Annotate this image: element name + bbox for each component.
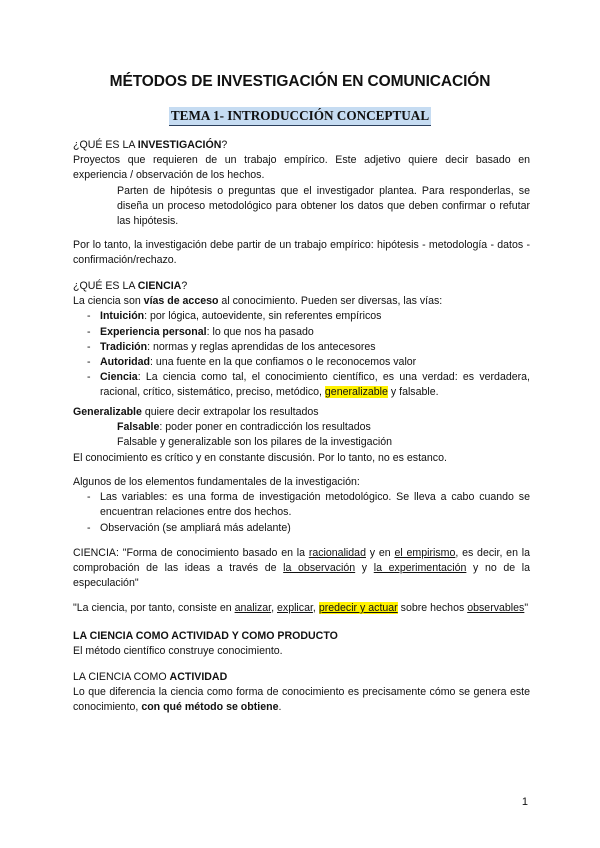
p4-ind1-post: : poder poner en contradicción los resultados <box>159 421 371 434</box>
p4-ind1-bold: Falsable <box>117 421 160 434</box>
q2u2: explicar <box>277 602 313 614</box>
conclusion-section <box>73 238 530 268</box>
q2e: " <box>524 602 529 614</box>
page-number: 1 <box>521 796 528 808</box>
paragraph-investigacion: Proyectos que requieren de un trabajo empírico. Este adjetivo quiere decir basado en experiencia / observación de los hechos. <box>73 154 530 182</box>
q2-bold: CIENCIA <box>137 280 182 292</box>
actividad-section <box>73 670 530 716</box>
q2b: , <box>271 602 277 614</box>
q1c: , es decir, en la comprobación de las ideas a través de <box>73 547 530 575</box>
q2d: sobre hechos <box>397 602 468 614</box>
p3-post: al conocimiento. Pueden ser diversas, las vías: <box>218 295 443 308</box>
highlight-predecir: predecir y actuar <box>318 602 398 614</box>
p7-bold: con qué método se obtiene <box>141 701 279 714</box>
quote-definicion <box>73 546 530 592</box>
q1u3: la observación <box>283 562 356 575</box>
ciencia-section <box>73 279 530 401</box>
q1e: y no de la especulación" <box>73 562 531 590</box>
investigacion-section <box>73 138 530 229</box>
q1u4: la experimentación <box>373 562 467 575</box>
actividad-producto-section <box>73 629 530 659</box>
list-item <box>73 340 530 355</box>
paragraph-vias <box>73 294 530 309</box>
q2c: , <box>312 602 319 614</box>
p3-bold: vías de acceso <box>143 295 219 308</box>
list-item-text: : lo que nos ha pasado <box>206 325 314 338</box>
list-item <box>73 355 530 370</box>
list-item <box>73 309 530 324</box>
h3-bold: LA CIENCIA COMO ACTIVIDAD Y COMO PRODUCTO <box>73 630 338 642</box>
h4-pre: LA CIENCIA COMO <box>73 671 170 683</box>
vias-list <box>73 309 530 400</box>
paragraph-elementos: Algunos de los elementos fundamentales de la investigación: <box>73 476 360 488</box>
section-subtitle: TEMA 1- INTRODUCCIÓN CONCEPTUAL <box>169 107 431 126</box>
quote2-paragraph <box>73 601 530 616</box>
question-investigacion <box>73 138 530 153</box>
list-item: - Observación (se ampliará más adelante) <box>73 521 530 536</box>
list-item-text: : La ciencia como tal, el conocimiento científico, es una verdad: es verdadera, racional, crítico, sistemático, preciso, metódico, <box>100 371 530 399</box>
document-title: MÉTODOS DE INVESTIGACIÓN EN COMUNICACIÓN <box>109 73 491 90</box>
list-item-post: y falsable. <box>387 386 439 399</box>
list-item-bold: Autoridad <box>100 356 151 369</box>
paragraph-generalizable <box>73 405 530 420</box>
q1-post: ? <box>221 139 228 151</box>
p3-pre: La ciencia son <box>73 295 144 308</box>
p4-bold: Generalizable <box>73 406 142 418</box>
list-item-bold: Intuición <box>100 310 145 323</box>
paragraph-critico: El conocimiento es crítico y en constante discusión. Por lo tanto, no es estanco. <box>73 451 447 464</box>
paragraph-metodo: El método científico construye conocimiento. <box>73 645 283 658</box>
list-item <box>73 325 530 340</box>
q2-post: ? <box>181 280 188 292</box>
paragraph-pilares: Falsable y generalizable son los pilares de la investigación <box>117 436 393 449</box>
p7-post: . <box>278 701 282 714</box>
h4-bold: ACTIVIDAD <box>169 671 228 683</box>
list-item-bold: Ciencia <box>100 371 138 384</box>
list-item-text: : normas y reglas aprendidas de los antecesores <box>147 340 376 353</box>
paragraph-actividad <box>73 685 530 715</box>
subtitle-wrap <box>0 107 600 126</box>
q2u3: observables <box>467 602 525 614</box>
q1u2: el empirismo <box>394 547 456 559</box>
elementos-list <box>73 490 530 536</box>
p4-post: quiere decir extrapolar los resultados <box>141 406 319 418</box>
heading-actividad-producto <box>73 629 530 644</box>
heading-actividad <box>73 670 530 685</box>
q1d: y <box>355 562 374 575</box>
list-item-text: : por lógica, autoevidente, sin referentes empíricos <box>144 310 382 323</box>
list-item-ciencia <box>73 370 530 400</box>
elementos-section <box>73 475 530 536</box>
q2u1: analizar <box>234 602 272 614</box>
q2a: "La ciencia, por tanto, consiste en <box>73 602 235 614</box>
paragraph-falsable <box>73 420 530 435</box>
list-item-bold: Tradición <box>100 340 148 353</box>
q2-pre: ¿QUÉ ES LA <box>73 280 138 292</box>
quote1-paragraph <box>73 546 530 592</box>
q1u1: racionalidad <box>308 547 366 559</box>
question-ciencia <box>73 279 530 294</box>
generalizable-section <box>73 405 530 466</box>
p7-pre: Lo que diferencia la ciencia como forma de conocimiento es precisamente cómo se genera este conocimiento, <box>73 686 530 714</box>
q1b: y en <box>365 547 395 559</box>
q1-pre: ¿QUÉ ES LA <box>73 139 138 151</box>
paragraph-conclusion: Por lo tanto, la investigación debe partir de un trabajo empírico: hipótesis - metodología - datos - confirmación/rechazo. <box>73 239 530 267</box>
paragraph-hipotesis: Parten de hipótesis o preguntas que el investigador plantea. Para responderlas, se diseña un proceso metodológico para obtener los datos que deben confirmar o refutar las hipótesis. <box>117 184 530 228</box>
q1-bold: INVESTIGACIÓN <box>137 139 222 151</box>
quote-ciencia <box>73 601 530 616</box>
list-item: - Las variables: es una forma de investigación metodológico. Se lleva a cabo cuando se encuentran relaciones entre dos hechos. <box>73 490 530 520</box>
q1a: CIENCIA: "Forma de conocimiento basado en la <box>73 547 309 559</box>
list-item-bold: Experiencia personal <box>100 325 207 338</box>
list-item-text: : una fuente en la que confiamos o le reconocemos valor <box>150 356 417 369</box>
highlight-generalizable: generalizable <box>324 386 388 399</box>
